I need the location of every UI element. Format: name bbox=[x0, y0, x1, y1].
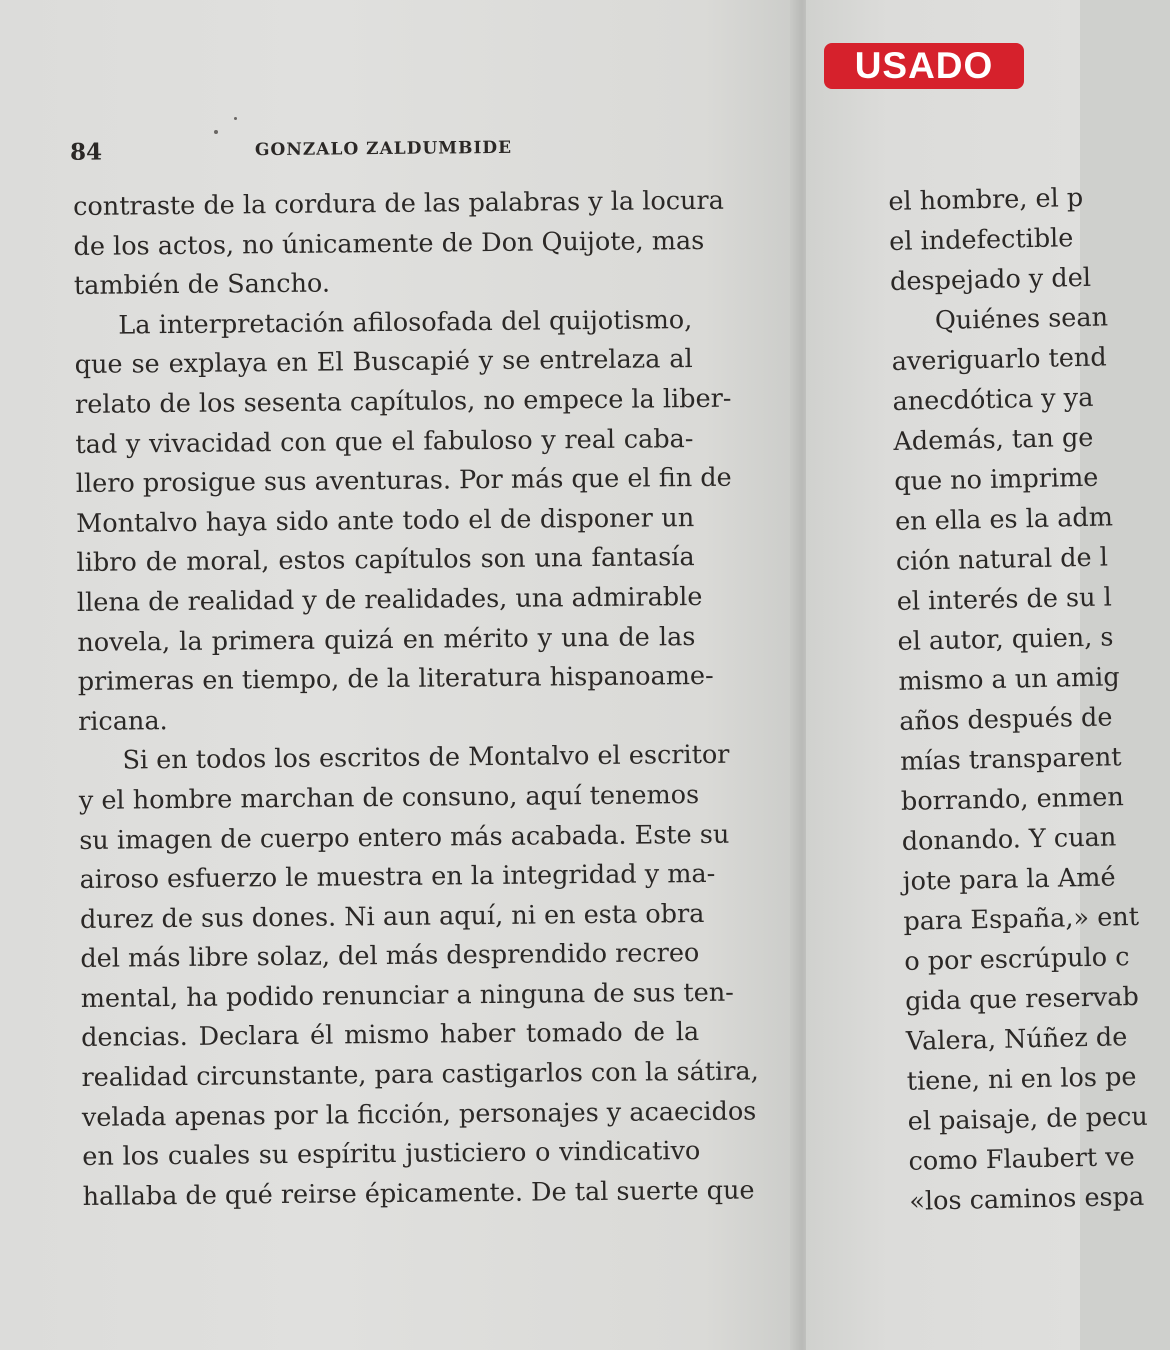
text-line: en ella es la adm bbox=[894, 502, 1114, 537]
text-line: dencias. Declara él mismo haber tomado de la bbox=[81, 1017, 700, 1054]
text-line: velada apenas por la ficción, personajes y acaecidos bbox=[81, 1096, 757, 1133]
text-line: mías transparent bbox=[899, 742, 1122, 777]
paper-speck bbox=[234, 117, 237, 120]
text-line: llero prosigue sus aventuras. Por más que el fin de bbox=[75, 462, 732, 500]
text-line: ción natural de l bbox=[895, 542, 1109, 577]
text-line: el indefectible bbox=[888, 223, 1074, 257]
text-line: Además, tan ge bbox=[893, 422, 1094, 457]
text-line: Valera, Núñez de bbox=[905, 1022, 1128, 1057]
text-line: realidad circunstante, para castigarlos con la sátira, bbox=[81, 1056, 759, 1094]
text-line: novela, la primera quizá en mérito y una de las bbox=[77, 621, 696, 658]
text-line: llena de realidad y de realidades, una admirable bbox=[76, 581, 703, 618]
text-line: en los cuales su espíritu justiciero o vindicativo bbox=[82, 1136, 701, 1173]
text-line: de los actos, no únicamente de Don Quijote, mas bbox=[73, 225, 705, 262]
text-line: jote para la Amé bbox=[902, 862, 1116, 897]
text-line: despejado y del bbox=[889, 262, 1092, 297]
text-line: para España,» ent bbox=[903, 901, 1140, 937]
text-line: anecdótica y ya bbox=[892, 382, 1094, 417]
running-head: GONZALO ZALDUMBIDE bbox=[254, 137, 513, 161]
text-line: tiene, ni en los pe bbox=[906, 1061, 1137, 1097]
right-page-body bbox=[888, 177, 1170, 1222]
used-condition-badge: USADO bbox=[824, 43, 1024, 89]
text-line: el paisaje, de pecu bbox=[907, 1101, 1149, 1137]
text-line: donando. Y cuan bbox=[901, 822, 1117, 857]
text-line: averiguarlo tend bbox=[891, 342, 1107, 377]
text-line: Quiénes sean bbox=[934, 302, 1109, 337]
text-line: borrando, enmen bbox=[900, 782, 1125, 817]
page-header bbox=[70, 133, 700, 168]
text-line: años después de bbox=[898, 702, 1113, 737]
text-line: primeras en tiempo, de la literatura hispanoame- bbox=[77, 660, 714, 698]
text-line: gida que reservab bbox=[904, 981, 1140, 1017]
text-line: que no imprime bbox=[893, 462, 1099, 497]
text-line: mismo a un amig bbox=[898, 662, 1120, 697]
text-line: o por escrúpulo c bbox=[904, 942, 1130, 977]
text-line: ricana. bbox=[77, 705, 168, 737]
left-page-body bbox=[73, 182, 759, 1217]
text-line: que se explaya en El Buscapié y se entrelaza al bbox=[74, 344, 693, 381]
text-line: como Flaubert ve bbox=[908, 1142, 1135, 1177]
page-number: 84 bbox=[69, 138, 103, 166]
text-line: airoso esfuerzo le muestra en la integridad y ma- bbox=[79, 858, 716, 896]
text-line: el autor, quien, s bbox=[897, 622, 1114, 657]
text-line: mental, ha podido renunciar a ninguna de sus ten- bbox=[80, 977, 734, 1014]
text-line: Montalvo haya sido ante todo el de disponer un bbox=[76, 502, 695, 539]
text-line: su imagen de cuerpo entero más acabada. Este su bbox=[79, 819, 730, 856]
text-line: Si en todos los escritos de Montalvo el escritor bbox=[122, 740, 730, 776]
text-line: durez de sus dones. Ni aun aquí, ni en esta obra bbox=[79, 898, 705, 935]
text-line: «los caminos espa bbox=[909, 1181, 1145, 1217]
text-line: el interés de su l bbox=[896, 582, 1113, 617]
text-line: tad y vivacidad con que el fabuloso y real caba- bbox=[75, 423, 694, 460]
text-line: contraste de la cordura de las palabras y la locura bbox=[73, 185, 725, 222]
text-line: libro de moral, estos capítulos son una fantasía bbox=[76, 542, 695, 579]
paper-speck bbox=[214, 130, 218, 134]
text-line: del más libre solaz, del más desprendido recreo bbox=[80, 938, 700, 975]
text-line: hallaba de qué reirse épicamente. De tal suerte que bbox=[82, 1175, 755, 1212]
text-line: La interpretación afilosofada del quijotismo, bbox=[118, 304, 693, 341]
text-line: el hombre, el p bbox=[888, 182, 1084, 217]
text-line: y el hombre marchan de consuno, aquí tenemos bbox=[78, 779, 700, 816]
text-line: también de Sancho. bbox=[73, 268, 331, 302]
text-line: relato de los sesenta capítulos, no empece la liber- bbox=[74, 383, 732, 420]
